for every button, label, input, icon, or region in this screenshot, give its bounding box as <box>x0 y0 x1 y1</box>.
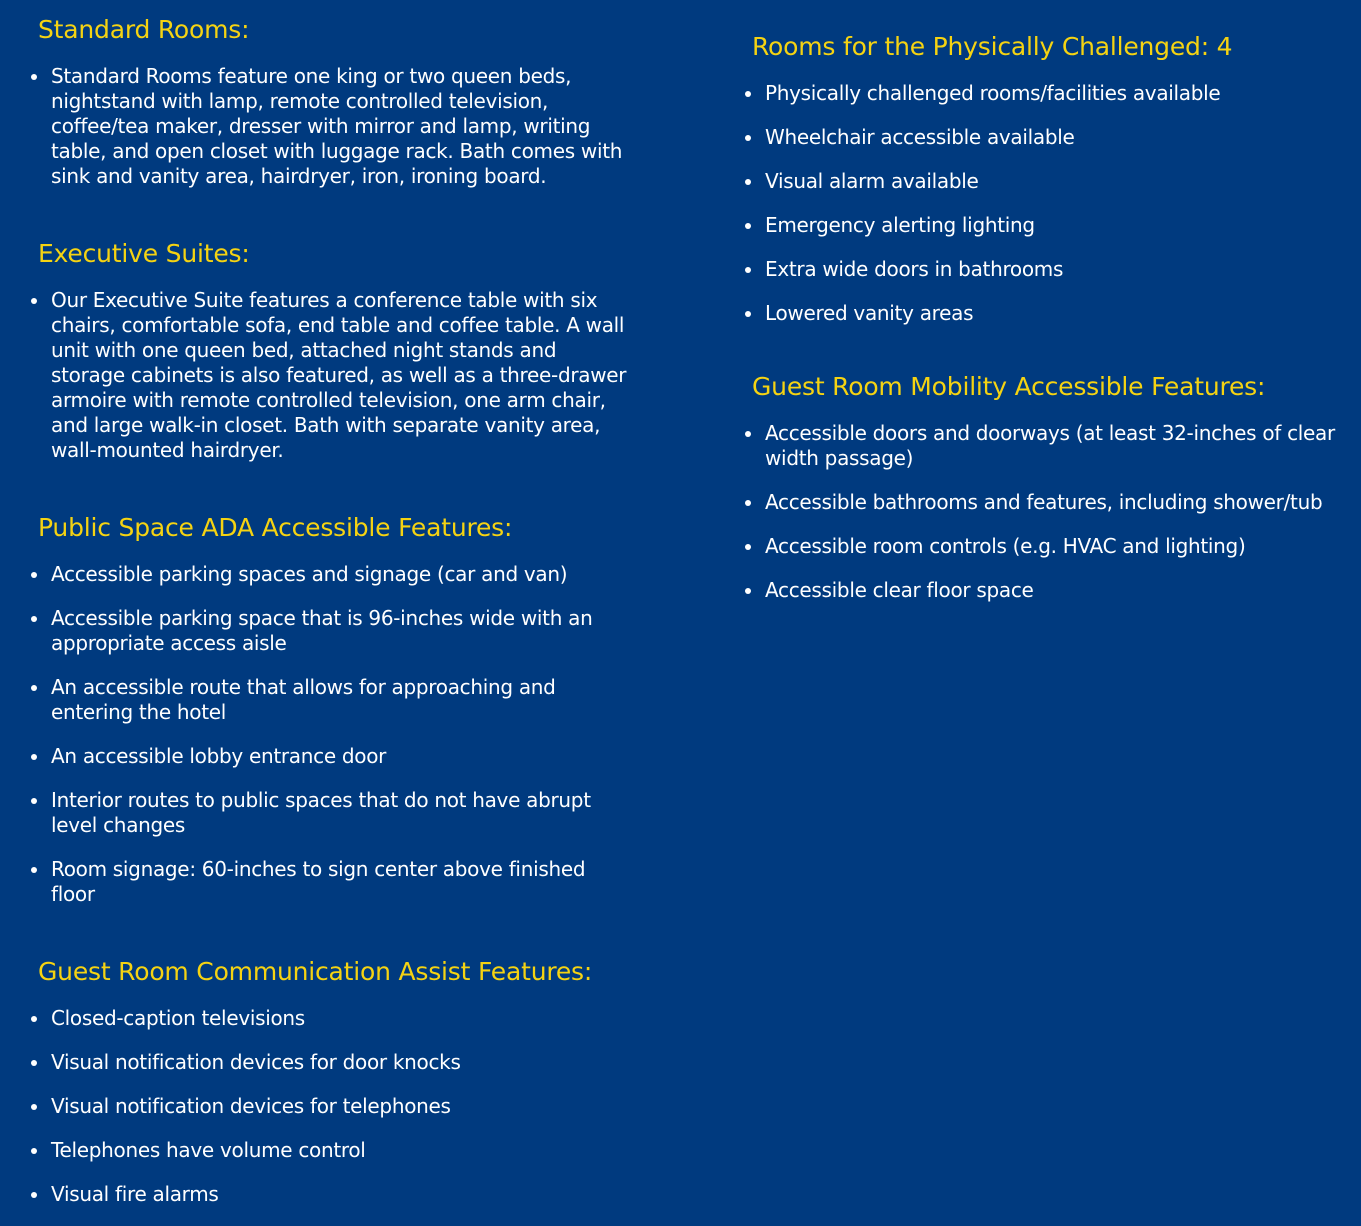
list-item: An accessible route that allows for approaching and entering the hotel <box>28 675 628 725</box>
list-item: Emergency alerting lighting <box>742 213 1352 238</box>
public-space-list <box>28 562 628 907</box>
physically-challenged-heading: Rooms for the Physically Challenged: 4 <box>752 32 1233 61</box>
list-item: Wheelchair accessible available <box>742 125 1352 150</box>
list-item: Interior routes to public spaces that do not have abrupt level changes <box>28 788 628 838</box>
executive-suites-section <box>28 234 628 463</box>
mobility-accessible-list <box>742 421 1352 603</box>
list-item: Accessible clear floor space <box>742 578 1352 603</box>
list-item: Lowered vanity areas <box>742 301 1352 326</box>
physically-challenged-list <box>742 81 1352 326</box>
communication-assist-list <box>28 1006 628 1207</box>
list-item: Accessible parking spaces and signage (car and van) <box>28 562 628 587</box>
standard-rooms-section <box>28 10 628 189</box>
list-item: Visual notification devices for telephones <box>28 1094 628 1119</box>
list-item: Accessible parking space that is 96-inches wide with an appropriate access aisle <box>28 606 628 656</box>
list-item: Telephones have volume control <box>28 1138 628 1163</box>
executive-suites-list <box>28 288 628 463</box>
list-item: Visual notification devices for door knocks <box>28 1050 628 1075</box>
public-space-section <box>28 508 628 907</box>
communication-assist-section <box>28 952 628 1207</box>
list-item: An accessible lobby entrance door <box>28 744 628 769</box>
list-item: Our Executive Suite features a conference table with six chairs, comfortable sofa, end table and coffee table. A wall unit with one queen bed, attached night stands and storage cabinets is also featured, as well as a three-drawer armoire with remote controlled television, one arm chair, and large walk-in closet. Bath with separate vanity area, wall-mounted hairdryer. <box>28 288 628 463</box>
mobility-accessible-heading: Guest Room Mobility Accessible Features: <box>752 372 1266 401</box>
standard-rooms-list <box>28 64 628 189</box>
left-column <box>28 10 628 1226</box>
executive-suites-heading: Executive Suites: <box>38 239 250 268</box>
standard-rooms-heading: Standard Rooms: <box>38 15 250 44</box>
mobility-accessible-section <box>742 367 1352 603</box>
list-item: Closed-caption televisions <box>28 1006 628 1031</box>
list-item: Accessible room controls (e.g. HVAC and lighting) <box>742 534 1352 559</box>
right-column <box>742 27 1352 622</box>
list-item: Standard Rooms feature one king or two queen beds, nightstand with lamp, remote controlled television, coffee/tea maker, dresser with mirror and lamp, writing table, and open closet with luggage rack. Bath comes with sink and vanity area, hairdryer, iron, ironing board. <box>28 64 628 189</box>
list-item: Extra wide doors in bathrooms <box>742 257 1352 282</box>
list-item: Visual alarm available <box>742 169 1352 194</box>
list-item: Room signage: 60-inches to sign center above finished floor <box>28 857 628 907</box>
list-item: Visual fire alarms <box>28 1182 628 1207</box>
list-item: Accessible bathrooms and features, including shower/tub <box>742 490 1352 515</box>
communication-assist-heading: Guest Room Communication Assist Features: <box>38 957 593 986</box>
list-item: Physically challenged rooms/facilities available <box>742 81 1352 106</box>
physically-challenged-section <box>742 27 1352 326</box>
list-item: Accessible doors and doorways (at least 32-inches of clear width passage) <box>742 421 1352 471</box>
public-space-heading: Public Space ADA Accessible Features: <box>38 513 513 542</box>
